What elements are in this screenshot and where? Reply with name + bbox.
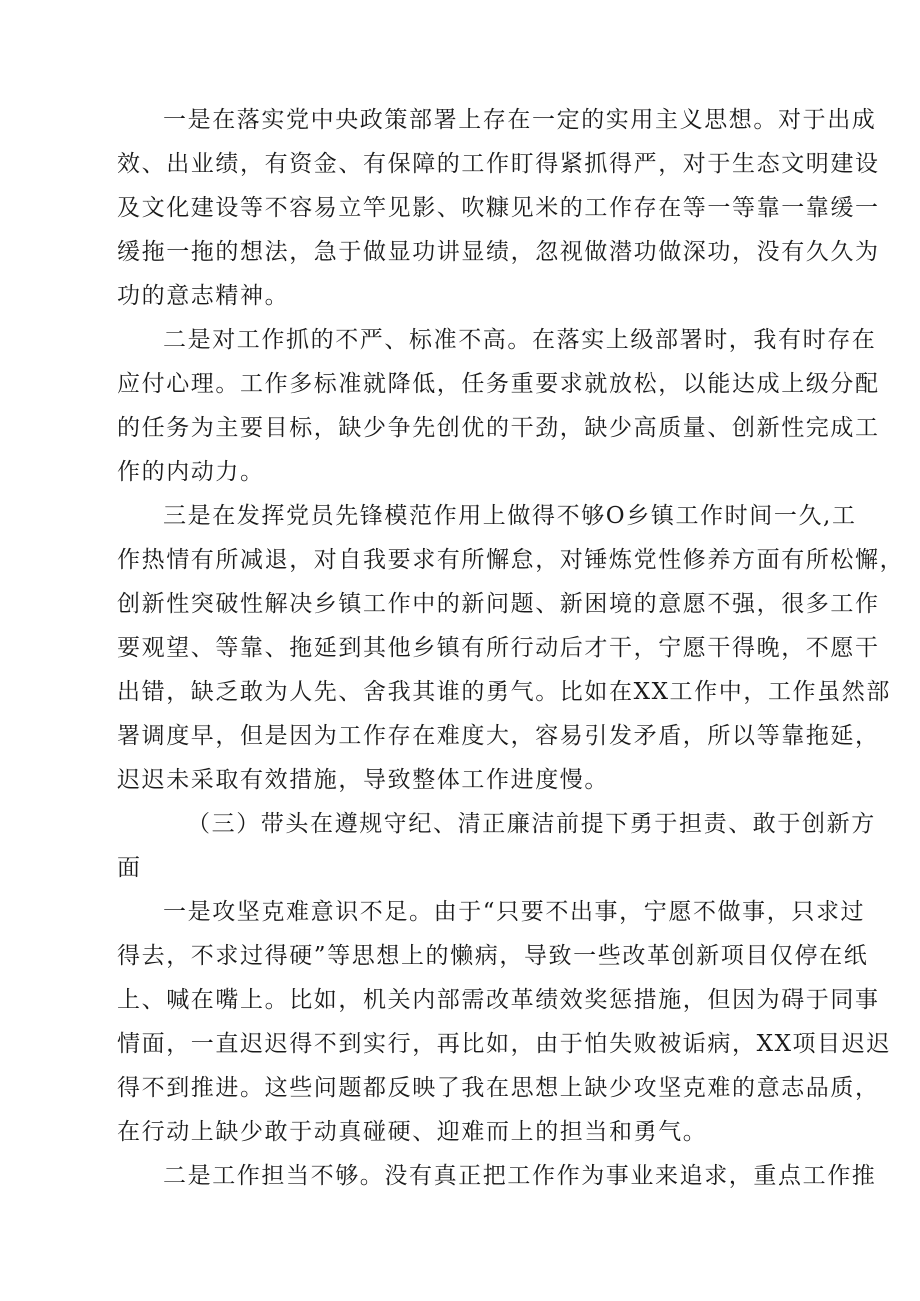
paragraph-3-line-7: 迟迟未采取有效措施，导致整体工作进度慢。 [117, 767, 609, 793]
paragraph-4-line-4: 情面，一直迟迟得不到实行，再比如，由于怕失败被诟病，XX项目迟迟 [117, 1031, 891, 1057]
paragraph-1-line-5: 功的意志精神。 [117, 283, 290, 309]
paragraph-3-line-5: 出错，缺乏敢为人先、舍我其谁的勇气。比如在XX工作中，工作虽然部 [117, 679, 891, 705]
paragraph-1-line-1: 一是在落实党中央政策部署上存在一定的实用主义思想。对于出成 [163, 107, 877, 133]
paragraph-4-line-3: 上、喊在嘴上。比如，机关内部需改革绩效奖惩措施，但因为碍于同事 [117, 987, 880, 1013]
paragraph-2-line-2: 应付心理。工作多标准就降低，任务重要求就放松，以能达成上级分配 [117, 371, 880, 397]
paragraph-5-line-1: 二是工作担当不够。没有真正把工作作为事业来追求，重点工作推 [163, 1163, 877, 1189]
section-heading-line-1: （三）带头在遵规守纪、清正廉洁前提下勇于担责、敢于创新方 [187, 811, 876, 837]
paragraph-3-line-2: 作热情有所减退，对自我要求有所懈怠，对锤炼党性修养方面有所松懈， [117, 547, 905, 573]
paragraph-3-line-6: 署调度早，但是因为工作存在难度大，容易引发矛盾，所以等靠拖延， [117, 723, 880, 749]
paragraph-4-line-1: 一是攻坚克难意识不足。由于“只要不出事，宁愿不做事，只求过 [163, 899, 866, 925]
paragraph-2-line-4: 作的内动力。 [117, 459, 265, 485]
paragraph-1-line-2: 效、出业绩，有资金、有保障的工作盯得紧抓得严，对于生态文明建设 [117, 151, 880, 177]
paragraph-3-line-3: 创新性突破性解决乡镇工作中的新问题、新困境的意愿不强，很多工作 [117, 591, 880, 617]
paragraph-3-line-4: 要观望、等靠、拖延到其他乡镇有所行动后才干，宁愿干得晚，不愿干 [117, 635, 880, 661]
paragraph-2-line-1: 二是对工作抓的不严、标准不高。在落实上级部署时，我有时存在 [163, 327, 877, 353]
paragraph-4-line-5: 得不到推进。这些问题都反映了我在思想上缺少攻坚克难的意志品质， [117, 1075, 880, 1101]
paragraph-4-line-2: 得去，不求过得硬”等思想上的懒病，导致一些改革创新项目仅停在纸 [117, 943, 869, 969]
paragraph-4-line-6: 在行动上缺少敢于动真碰硬、迎难而上的担当和勇气。 [117, 1119, 708, 1145]
paragraph-3-line-1: 三是在发挥党员先锋模范作用上做得不够O乡镇工作时间一久,工 [163, 503, 857, 529]
section-heading-line-2: 面 [117, 855, 142, 881]
paragraph-1-line-3: 及文化建设等不容易立竿见影、吹糠见米的工作存在等一等靠一靠缓一 [117, 195, 880, 221]
paragraph-1-line-4: 缓拖一拖的想法，急于做显功讲显绩，忽视做潜功做深功，没有久久为 [117, 239, 880, 265]
paragraph-2-line-3: 的任务为主要目标，缺少争先创优的干劲，缺少高质量、创新性完成工 [117, 415, 880, 441]
